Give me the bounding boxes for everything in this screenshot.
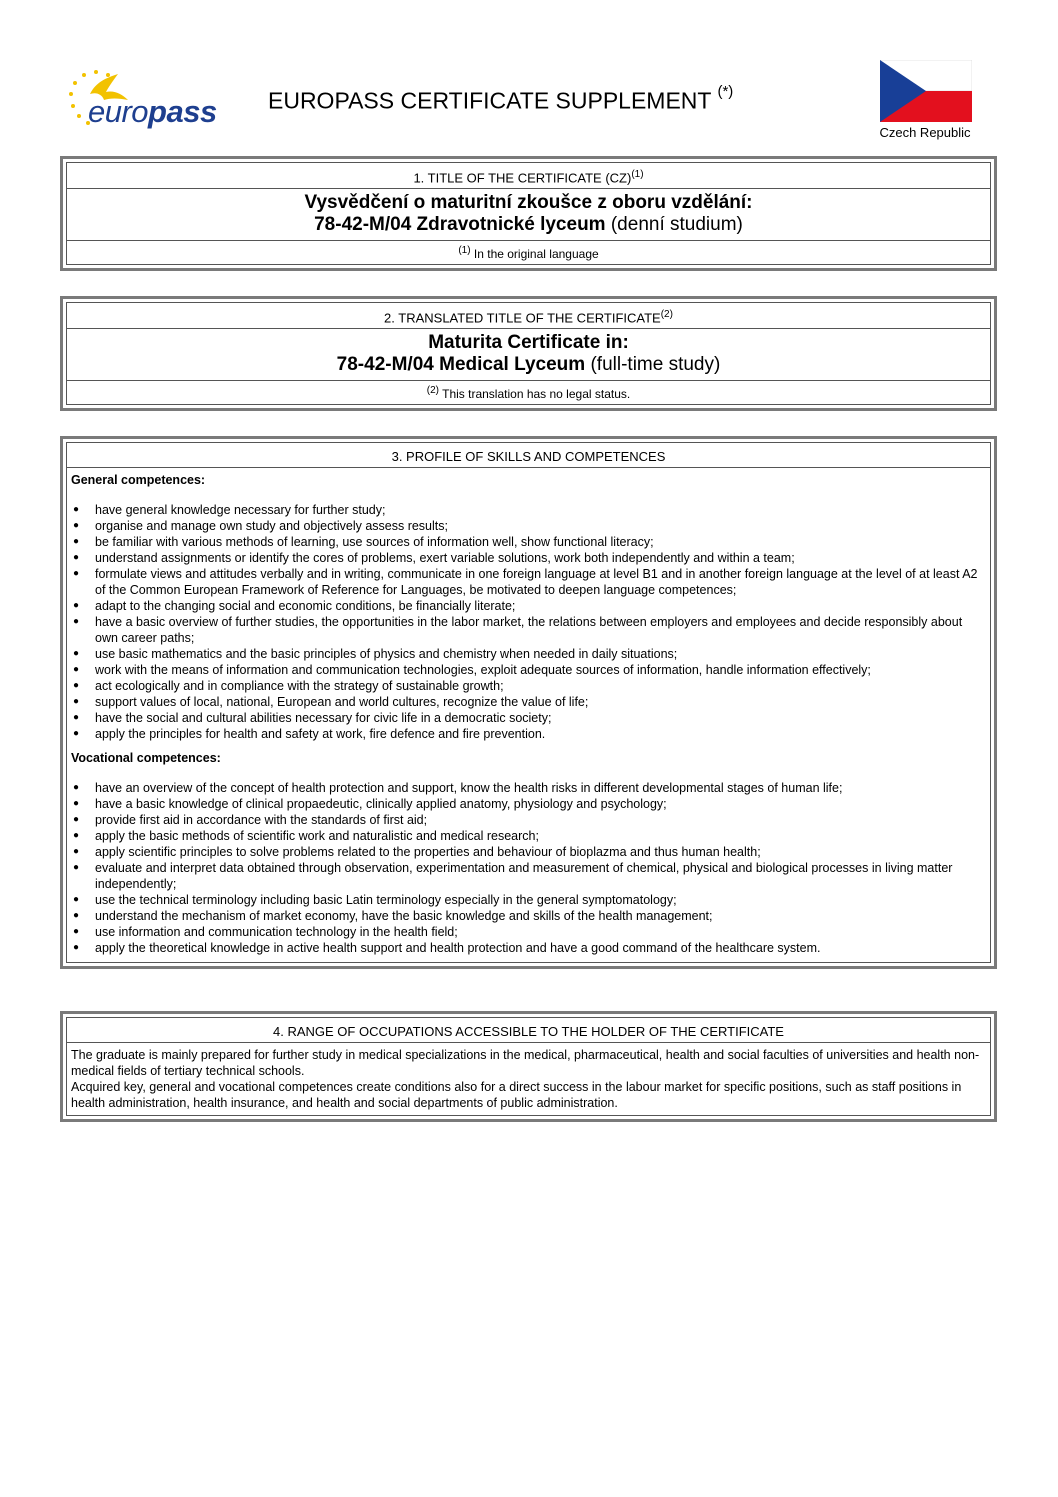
section4-heading: 4. RANGE OF OCCUPATIONS ACCESSIBLE TO THE HOLDER OF THE CERTIFICATE (67, 1018, 990, 1043)
list-item: ● formulate views and attitudes verbally and in writing, communicate in one foreign language at level B1 and in another foreign language at the level of at least A2 of the Common European Framework of Reference for Languages, be motivated to deepen language competences; (71, 566, 986, 598)
list-item: ● have a basic overview of further studies, the opportunities in the labor market, the relations between employers and employees and decide responsibly about own career paths; (71, 614, 986, 646)
section2-title-line1: Maturita Certificate in: (428, 332, 629, 354)
list-item: ● adapt to the changing social and economic conditions, be financially literate; (71, 598, 986, 614)
section3-body (67, 468, 990, 962)
section4-paragraph-1: The graduate is mainly prepared for further study in medical specializations in the medical, pharmaceutical, health and social faculties of universities and health non-medical fields of tertiary technical schools. (71, 1048, 980, 1078)
list-item: ● have an overview of the concept of health protection and support, know the health risks in different developmental stages of human life; (71, 780, 986, 796)
list-item: ● understand the mechanism of market economy, have the basic knowledge and skills of the health management; (71, 908, 986, 924)
section1-title-line1: Vysvědčení o maturitní zkoušce z oboru vzdělání: (304, 192, 753, 214)
general-competences-list (71, 502, 986, 742)
section2-note-text: This translation has no legal status. (439, 387, 631, 402)
section4-paragraph-2: Acquired key, general and vocational competences create conditions also for a direct success in the labour market for specific positions, such as staff positions in health administration, health insurance, and health and social departments of public administration. (71, 1080, 962, 1110)
document-title (268, 83, 734, 115)
section2-heading-text: 2. TRANSLATED TITLE OF THE CERTIFICATE (384, 310, 661, 326)
list-item: ● have the social and cultural abilities necessary for civic life in a democratic society; (71, 710, 986, 726)
list-item: ● use basic mathematics and the basic principles of physics and chemistry when needed in daily situations; (71, 646, 986, 662)
list-item: ● use the technical terminology including basic Latin terminology especially in the general symptomatology; (71, 892, 986, 908)
section1-note-mark: (1) (458, 245, 471, 257)
list-item: ● use information and communication technology in the health field; (71, 924, 986, 940)
section2-title-line2-bold: 78-42-M/04 Medical Lyceum (336, 354, 586, 376)
section2-heading (67, 303, 990, 329)
section1-heading-mark: (1) (631, 169, 644, 180)
list-item: ● apply the principles for health and safety at work, fire defence and fire prevention. (71, 726, 986, 742)
list-item: ● organise and manage own study and objectively assess results; (71, 518, 986, 534)
section2-title (67, 329, 990, 381)
section1-title (67, 189, 990, 241)
document-title-mark: (*) (717, 83, 734, 100)
section2-note (67, 381, 990, 404)
list-item: ● have a basic knowledge of clinical propaedeutic, clinically applied anatomy, physiology and psychology; (71, 796, 986, 812)
vocational-competences-heading: Vocational competences: (71, 751, 221, 765)
section4-body (67, 1043, 990, 1115)
general-competences-heading: General competences: (71, 473, 206, 487)
list-item: ● apply scientific principles to solve problems related to the properties and behaviour of bioplazma and thus human health; (71, 844, 986, 860)
section3-heading: 3. PROFILE OF SKILLS AND COMPETENCES (67, 443, 990, 468)
list-item: ● apply the basic methods of scientific work and naturalistic and medical research; (71, 828, 986, 844)
section-title-original (60, 156, 997, 271)
list-item: ● have general knowledge necessary for further study; (71, 502, 986, 518)
list-item: ● understand assignments or identify the cores of problems, exert variable solutions, work both independently and within a team; (71, 550, 986, 566)
europass-logo (62, 64, 217, 140)
list-item: ● apply the theoretical knowledge in active health support and health protection and have a good command of the healthcare system. (71, 940, 986, 956)
list-item: ● work with the means of information and communication technologies, exploit adequate sources of information, handle information effectively; (71, 662, 986, 678)
section-occupations (60, 1011, 997, 1122)
list-item: ● support values of local, national, European and world cultures, recognize the value of life; (71, 694, 986, 710)
country-label: Czech Republic (879, 125, 971, 140)
logo-pass: pass (148, 94, 217, 129)
page-header (0, 0, 1058, 150)
list-item: ● be familiar with various methods of learning, use sources of information well, show functional literacy; (71, 534, 986, 550)
section1-title-line2-normal: (denní studium) (605, 214, 743, 236)
logo-euro: euro (88, 94, 149, 129)
section1-heading-text: 1. TITLE OF THE CERTIFICATE (CZ) (413, 170, 632, 186)
list-item: ● act ecologically and in compliance with the strategy of sustainable growth; (71, 678, 986, 694)
czech-flag-icon (880, 60, 972, 122)
list-item: ● evaluate and interpret data obtained through observation, experimentation and measurement of chemical, physical and biological processes in living matter independently; (71, 860, 986, 892)
section-translated-title (60, 296, 997, 411)
vocational-competences-list (71, 780, 986, 956)
section1-heading (67, 163, 990, 189)
section1-note (67, 241, 990, 264)
section1-title-line2-bold: 78-42-M/04 Zdravotnické lyceum (314, 214, 606, 236)
section2-note-mark: (2) (426, 385, 439, 397)
section1-note-text: In the original language (470, 247, 599, 262)
section-skills-competences (60, 436, 997, 969)
section2-heading-mark: (2) (660, 309, 673, 320)
europass-wordmark (88, 94, 217, 130)
section2-title-line2-normal: (full-time study) (585, 354, 721, 376)
document-title-text: EUROPASS CERTIFICATE SUPPLEMENT (268, 87, 712, 114)
list-item: ● provide first aid in accordance with the standards of first aid; (71, 812, 986, 828)
